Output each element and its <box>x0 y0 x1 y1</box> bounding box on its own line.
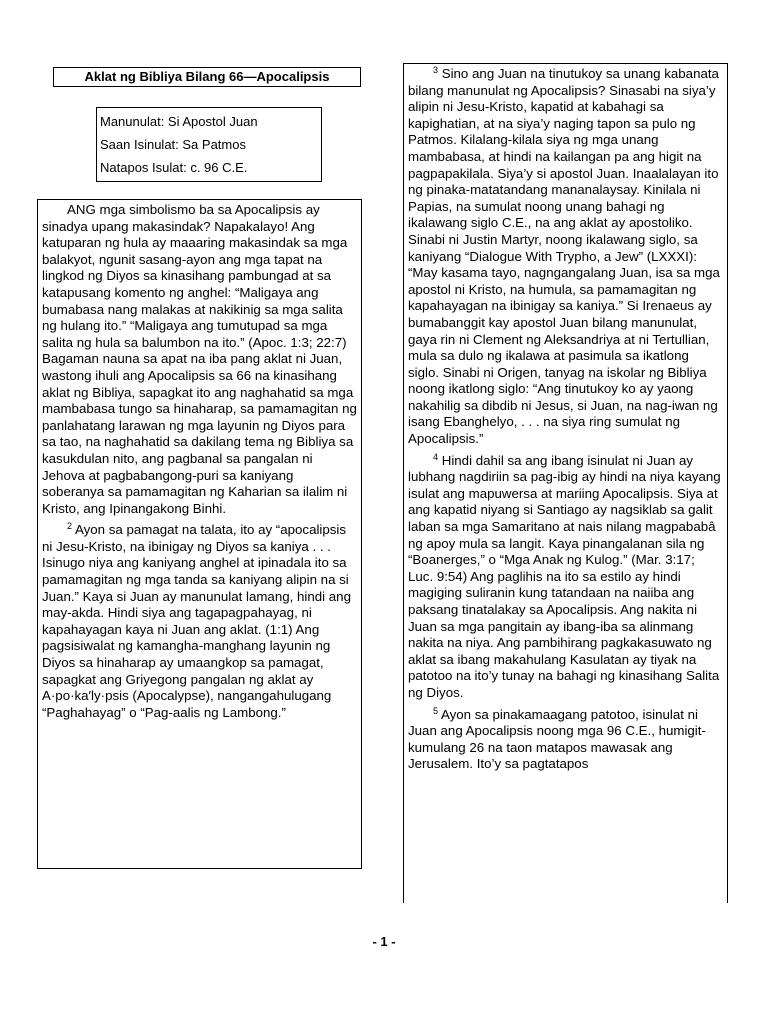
paragraph-number: 5 <box>433 705 439 716</box>
paragraph-text: Ayon sa pamagat na talata, ito ay “apocalipsis ni Jesu-Kristo, na ibinigay ng Diyos sa kaniya . . . Isinugo niya ang kaniyang anghel at ipinadala ito sa pamamagitan ng mga tanda sa kaniyang alipin na si Juan.” Kaya si Juan ay manunulat lamang, hindi ang may-akda. Hindi siya ang tagapagpahayag, ni kapahayagan kaya ni Juan ang aklat. (1:1) Ang pagsisiwalat ng kamangha-manghang layunin ng Diyos sa hinaharap ay umaangkop sa pamagat, sapagkat ang Griyegong pangalan ng aklat ay A·po·ka′ly·psis (Apocalypse), nangangahulugang “Paghahayag” o “Pag-aalis ng Lambong.” <box>42 522 351 720</box>
paragraph-5 <box>408 707 723 773</box>
paragraph-text: ANG mga simbolismo ba sa Apocalipsis ay sinadya upang makasindak? Napakalayo! Ang katuparan ng hula ay maaaring makasindak sa mga balakyot, ngunit sasang-ayon ang mga tapat na lingkod ng Diyos sa kinasihang pambungad at sa katapusang komento ng anghel: “Maligaya ang bumabasa nang malakas at nakikinig sa mga salita ng hulang ito.” “Maligaya ang tumutupad sa mga salita ng hula sa balumbon na ito.” (Apoc. 1:3; 22:7) Bagaman nauna sa apat na iba pang aklat ni Juan, wastong ihuli ang Apocalipsis sa 66 na kinasihang aklat ng Bibliya, sapagkat ito ang naghahatid sa mga mambabasa tungo sa hinaharap, sa pamamagitan ng panlahatang larawan ng mga layunin ng Diyos para sa tao, na naghahatid sa dakilang tema ng Bibliya sa kasukdulan nito, ang pagbanal sa pangalan ni Jehova at pagbabangong-puri sa kaniyang soberanya sa pamamagitan ng Kaharian sa ilalim ni Kristo, ang Ipinangakong Binhi. <box>42 202 357 516</box>
paragraph-text: Hindi dahil sa ang ibang isinulat ni Juan ay lubhang nagdiriin sa pag-ibig ay hindi na niya kayang isulat ang mapuwersa at mariing Apocalipsis. Siya at ang kapatid niyang si Santiago ay nagsiklab sa galit laban sa mga Samaritano at nais nilang magpababâ ng apoy mula sa langit. Kaya pinangalanan sila ng “Boanerges,” o “Mga Anak ng Kulog.” (Mar. 3:17; Luc. 9:54) Ang paglihis na ito sa estilo ay hindi magiging suliranin kung tatandaan na naiiba ang paksang tinatalakay sa Apocalipsis. Ang nakita ni Juan sa mga pangitain ay ibang-iba sa alinmang nakita na niya. Ang pambihirang pagkakasuwato ng aklat sa ibang makahulang Kasulatan ay tiyak na patotoo na ito’y tunay na bahagi ng kinasihang Salita ng Diyos. <box>408 452 721 700</box>
book-info-box <box>96 107 322 182</box>
page-title: Aklat ng Bibliya Bilang 66—Apocalipsis <box>53 67 361 87</box>
paragraph-number: 3 <box>433 65 439 75</box>
paragraph-3 <box>408 66 723 448</box>
paragraph-4 <box>408 453 723 702</box>
writer-line: Manunulat: Si Apostol Juan <box>100 114 258 129</box>
paragraph-2 <box>42 522 357 721</box>
paragraph-text: Sino ang Juan na tinutukoy sa unang kabanata bilang manunulat ng Apocalipsis? Sinasabi na siya’y alipin ni Jesu-Kristo, kapatid at kabahagi sa kapighatian, at na siya’y naging tapon sa pulo ng Patmos. Kilalang-kilala siya ng mga unang mambabasa, at hindi na kailangan pa ang higit na pagpapakilala. Siya’y si apostol Juan. Inaalalayan ito ng pinaka-matatandang mananalaysay. Kinilala ni Papias, na sumulat noong unang bahagi ng ikalawang siglo C.E., na ang aklat ay apostoliko. Sinabi ni Justin Martyr, noong ikalawang siglo, sa kaniyang “Dialogue With Trypho, a Jew” (LXXXI): “May kasama tayo, nagngangalang Juan, isa sa mga apostol ni Kristo, na humula, sa pamamagitan ng kapahayagan na ibinigay sa kaniya.” Si Irenaeus ay bumabanggit kay apostol Juan bilang manunulat, gaya rin ni Clement ng Aleksandriya at ni Tertullian, mula sa dulo ng ikalawa at pasimula sa ikatlong siglo. Sinabi ni Origen, tanyag na iskolar ng Bibliya noong ikatlong siglo: “Ang tinutukoy ko ay yaong nakahilig sa dibdib ni Jesus, si Juan, na nag-iwan ng isang Ebanghelyo, . . . na siya ring sumulat ng Apocalipsis.” <box>408 66 720 447</box>
page-number: - 1 - <box>372 934 396 949</box>
paragraph-1 <box>42 202 357 517</box>
paragraph-number: 4 <box>433 451 439 462</box>
paragraph-number: 2 <box>67 521 73 532</box>
completed-line: Natapos Isulat: c. 96 C.E. <box>100 160 248 175</box>
right-column <box>403 63 728 903</box>
place-line: Saan Isinulat: Sa Patmos <box>100 137 246 152</box>
paragraph-text: Ayon sa pinakamaagang patotoo, isinulat ni Juan ang Apocalipsis noong mga 96 C.E., humigit-kumulang 26 na taon matapos mawasak ang Jerusalem. Ito’y sa pagtatapos <box>408 706 706 772</box>
left-column <box>37 199 362 869</box>
